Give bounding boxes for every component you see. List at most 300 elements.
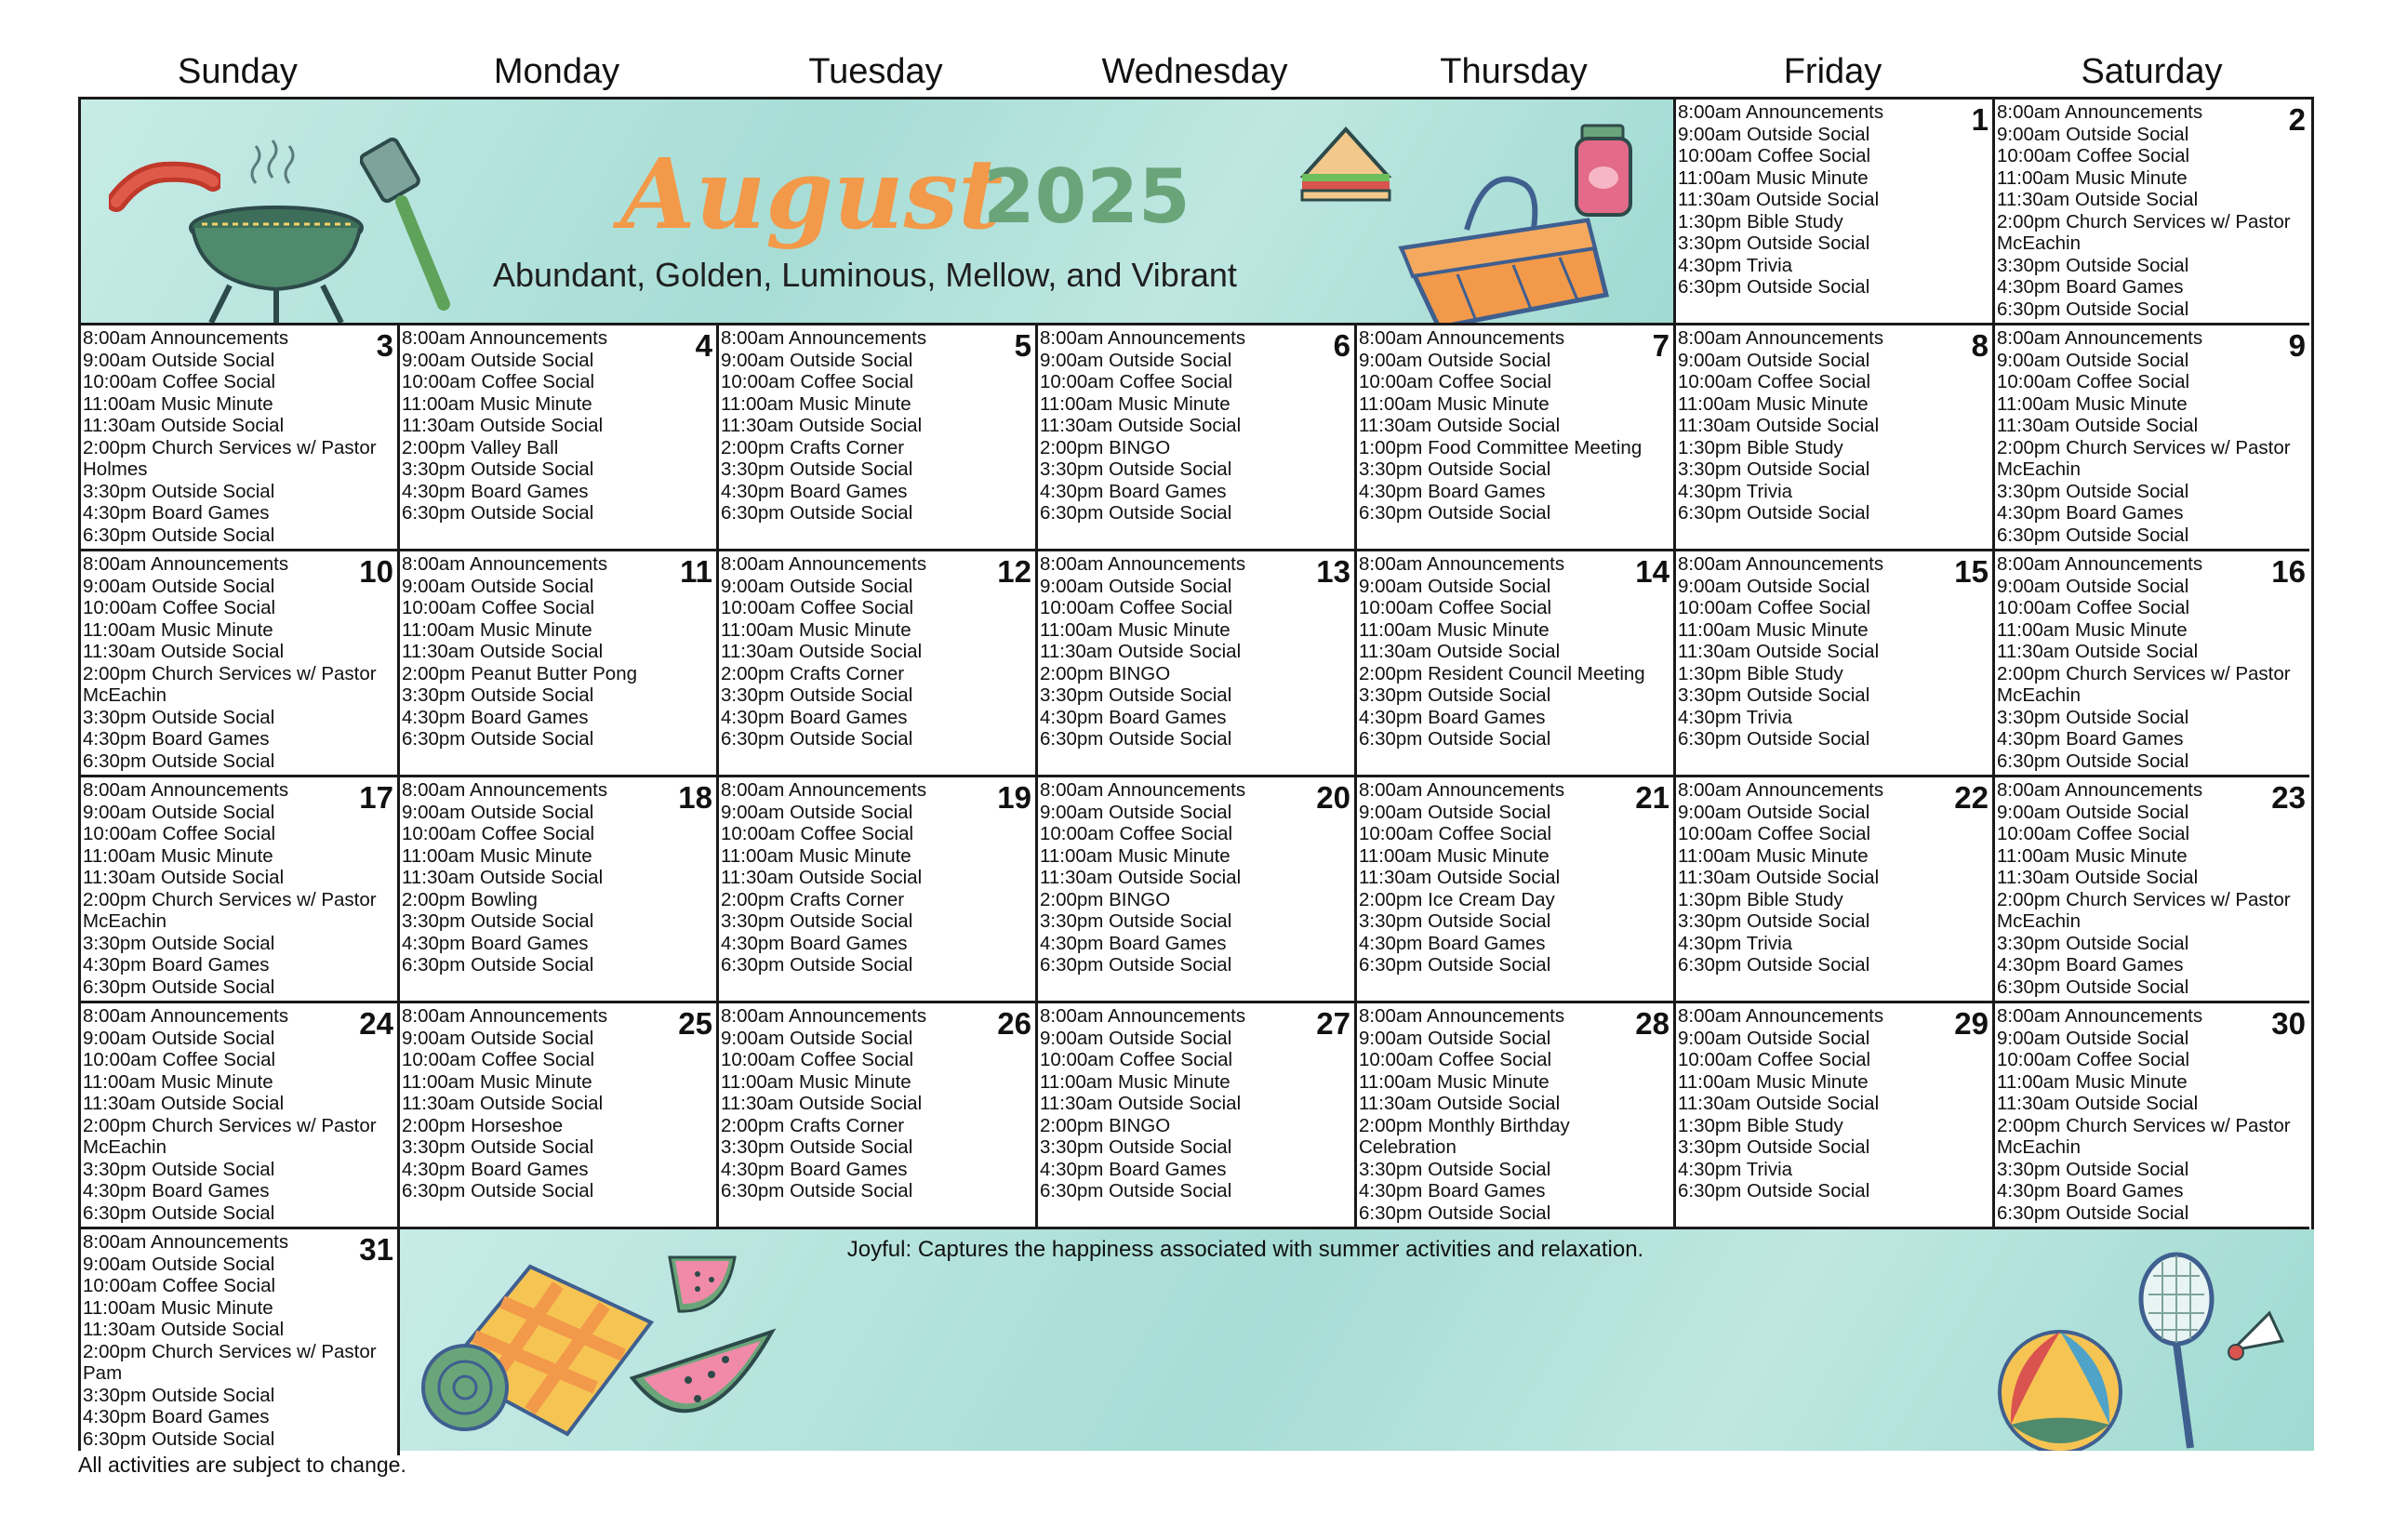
day-cell: [81, 1229, 400, 1455]
event-item: 11:30am Outside Social: [402, 415, 604, 436]
event-item: 9:00am Outside Social: [1997, 349, 2189, 371]
event-item: 11:30am Outside Social: [83, 1319, 285, 1340]
event-item: 11:00am Music Minute: [1678, 392, 1869, 415]
event-item: 11:30am Outside Social: [83, 1093, 285, 1114]
day-number: 27: [1316, 1006, 1350, 1041]
event-item: 11:00am Music Minute: [83, 1296, 273, 1319]
day-number: 25: [678, 1006, 712, 1041]
day-cell: [1357, 325, 1676, 551]
event-item: 11:00am Music Minute: [1678, 618, 1869, 641]
day-number: 23: [2271, 780, 2306, 815]
day-number: 14: [1635, 554, 1669, 589]
event-item: 3:30pm Outside Social: [83, 1384, 275, 1406]
event-item: 6:30pm Outside Social: [1040, 728, 1232, 750]
day-number: 17: [359, 780, 393, 815]
watermelon-icon: [660, 1239, 744, 1322]
day-number: 30: [2271, 1006, 2306, 1041]
day-number: 4: [695, 328, 712, 363]
event-item: 10:00am Coffee Social: [721, 371, 914, 392]
day-cell: [1038, 1003, 1357, 1229]
event-item: 6:30pm Outside Social: [83, 976, 275, 998]
day-cell: [1676, 551, 1995, 777]
event-item: 10:00am Coffee Social: [83, 371, 276, 392]
event-item: 8:00am Announcements: [83, 1231, 289, 1253]
event-item: 4:30pm Board Games: [402, 932, 589, 954]
watermelon-slice-icon: [623, 1322, 781, 1443]
event-item: 11:00am Music Minute: [1997, 166, 2188, 189]
event-item: 2:00pm Crafts Corner: [721, 436, 905, 458]
event-item: 6:30pm Outside Social: [1678, 276, 1870, 298]
day-cell: [1676, 777, 1995, 1003]
event-item: 10:00am Coffee Social: [1359, 823, 1552, 844]
event-item: 11:00am Music Minute: [83, 618, 273, 641]
day-number: 10: [359, 554, 393, 589]
event-item: 8:00am Announcements: [402, 327, 608, 349]
event-item: 11:30am Outside Social: [1678, 1093, 1880, 1114]
event-item: 9:00am Outside Social: [1359, 575, 1551, 597]
event-item: 3:30pm Outside Social: [1997, 932, 2189, 954]
event-item: 2:00pm Church Services w/ Pastor McEachin: [83, 662, 382, 706]
event-item: 3:30pm Outside Social: [83, 706, 275, 728]
event-item: 10:00am Coffee Social: [1040, 1049, 1233, 1070]
event-item: 11:00am Music Minute: [1359, 844, 1550, 867]
jar-icon: [1569, 120, 1643, 222]
day-number: 13: [1316, 554, 1350, 589]
event-item: 11:30am Outside Social: [1678, 641, 1880, 662]
event-item: 11:30am Outside Social: [1997, 867, 2199, 888]
event-item: 6:30pm Outside Social: [1359, 954, 1551, 976]
event-item: 10:00am Coffee Social: [1040, 597, 1233, 618]
event-item: 2:00pm Crafts Corner: [721, 1114, 905, 1136]
event-item: 3:30pm Outside Social: [402, 684, 594, 706]
event-item: 6:30pm Outside Social: [1359, 1201, 1551, 1224]
event-item: 4:30pm Board Games: [1040, 1158, 1227, 1180]
event-item: 9:00am Outside Social: [83, 1027, 275, 1049]
event-item: 3:30pm Outside Social: [721, 458, 913, 480]
event-item: 10:00am Coffee Social: [1997, 1049, 2190, 1070]
event-item: 6:30pm Outside Social: [1997, 524, 2189, 546]
event-item: 11:00am Music Minute: [1678, 166, 1869, 189]
event-item: 8:00am Announcements: [402, 779, 608, 801]
event-item: 8:00am Announcements: [721, 779, 927, 801]
event-item: 11:30am Outside Social: [83, 867, 285, 888]
event-item: 8:00am Announcements: [1997, 327, 2203, 349]
event-item: 11:30am Outside Social: [1040, 415, 1242, 436]
event-item: 11:30am Outside Social: [83, 641, 285, 662]
event-item: 2:00pm BINGO: [1040, 662, 1171, 684]
event-item: 2:00pm Valley Ball: [402, 436, 559, 458]
event-item: 2:00pm Church Services w/ Pastor McEachin: [1997, 436, 2296, 480]
event-item: 4:30pm Board Games: [1997, 276, 2184, 298]
event-item: 11:30am Outside Social: [1678, 189, 1880, 210]
event-item: 6:30pm Outside Social: [402, 728, 594, 750]
event-item: 8:00am Announcements: [1678, 779, 1884, 801]
event-item: 9:00am Outside Social: [402, 349, 594, 371]
event-item: 3:30pm Outside Social: [1040, 684, 1232, 706]
event-item: 11:30am Outside Social: [1997, 189, 2199, 210]
event-item: 4:30pm Board Games: [83, 954, 270, 976]
event-item: 4:30pm Board Games: [83, 502, 270, 524]
event-item: 9:00am Outside Social: [402, 575, 594, 597]
dow-monday: Monday: [493, 52, 620, 91]
event-item: 9:00am Outside Social: [1997, 1027, 2189, 1049]
event-item: 9:00am Outside Social: [721, 801, 913, 823]
event-item: 3:30pm Outside Social: [1359, 684, 1551, 706]
day-cell: [1995, 551, 2309, 777]
day-number: 28: [1635, 1006, 1669, 1041]
event-item: 3:30pm Outside Social: [402, 458, 594, 480]
event-item: 6:30pm Outside Social: [1678, 502, 1870, 524]
event-item: 10:00am Coffee Social: [721, 823, 914, 844]
event-item: 8:00am Announcements: [1359, 1005, 1565, 1027]
event-item: 1:00pm Food Committee Meeting: [1359, 436, 1643, 458]
event-item: 11:30am Outside Social: [721, 1093, 923, 1114]
event-item: 9:00am Outside Social: [1040, 1027, 1232, 1049]
event-item: 10:00am Coffee Social: [83, 823, 276, 844]
event-item: 11:30am Outside Social: [1359, 867, 1561, 888]
event-item: 11:00am Music Minute: [402, 1070, 592, 1093]
event-item: 10:00am Coffee Social: [1997, 371, 2190, 392]
event-item: 3:30pm Outside Social: [1678, 910, 1870, 932]
event-item: 4:30pm Board Games: [721, 480, 908, 502]
event-item: 10:00am Coffee Social: [1997, 823, 2190, 844]
event-item: 11:00am Music Minute: [83, 1070, 273, 1093]
event-item: 8:00am Announcements: [1040, 779, 1246, 801]
event-item: 3:30pm Outside Social: [721, 1136, 913, 1158]
event-item: 10:00am Coffee Social: [1678, 371, 1871, 392]
event-item: 11:30am Outside Social: [1997, 415, 2199, 436]
event-item: 9:00am Outside Social: [1678, 801, 1870, 823]
event-item: 8:00am Announcements: [1997, 101, 2203, 123]
event-item: 2:00pm BINGO: [1040, 1114, 1171, 1136]
event-item: 9:00am Outside Social: [83, 575, 275, 597]
event-item: 6:30pm Outside Social: [1678, 1180, 1870, 1201]
event-item: 3:30pm Outside Social: [402, 910, 594, 932]
event-item: 3:30pm Outside Social: [721, 684, 913, 706]
day-cell: [1676, 325, 1995, 551]
event-item: 9:00am Outside Social: [1997, 575, 2189, 597]
day-number: 22: [1954, 780, 1989, 815]
event-item: 11:00am Music Minute: [1678, 1070, 1869, 1093]
event-item: 11:00am Music Minute: [1678, 844, 1869, 867]
event-item: 10:00am Coffee Social: [402, 597, 595, 618]
event-item: 4:30pm Trivia: [1678, 932, 1793, 954]
event-item: 8:00am Announcements: [1997, 1005, 2203, 1027]
day-number: 20: [1316, 780, 1350, 815]
header-year: 2025: [983, 153, 1190, 240]
event-item: 9:00am Outside Social: [83, 349, 275, 371]
event-item: 3:30pm Outside Social: [1997, 480, 2189, 502]
event-item: 8:00am Announcements: [1678, 1005, 1884, 1027]
event-item: 2:00pm Church Services w/ Pastor McEachin: [1997, 888, 2296, 932]
event-item: 10:00am Coffee Social: [83, 1275, 276, 1296]
event-item: 9:00am Outside Social: [1359, 1027, 1551, 1049]
event-item: 9:00am Outside Social: [1040, 801, 1232, 823]
event-item: 10:00am Coffee Social: [1678, 597, 1871, 618]
event-item: 3:30pm Outside Social: [1040, 910, 1232, 932]
event-item: 2:00pm Crafts Corner: [721, 888, 905, 910]
day-number: 19: [997, 780, 1031, 815]
event-item: 3:30pm Outside Social: [1359, 1158, 1551, 1180]
beach-ball-icon: [1990, 1322, 2130, 1451]
header-subtitle: Abundant, Golden, Luminous, Mellow, and Vibrant: [493, 256, 1237, 294]
event-item: 2:00pm Church Services w/ Pastor McEachin: [1997, 1114, 2296, 1158]
event-item: 6:30pm Outside Social: [721, 728, 913, 750]
event-item: 4:30pm Board Games: [1359, 932, 1546, 954]
footnote: All activities are subject to change.: [78, 1453, 406, 1477]
day-cell: [1357, 1003, 1676, 1229]
shuttlecock-icon: [2223, 1304, 2288, 1369]
event-item: 4:30pm Board Games: [1997, 502, 2184, 524]
day-cell: [1995, 325, 2309, 551]
event-item: 10:00am Coffee Social: [83, 1049, 276, 1070]
event-item: 2:00pm BINGO: [1040, 888, 1171, 910]
event-item: 11:30am Outside Social: [1040, 641, 1242, 662]
dow-wednesday: Wednesday: [1101, 52, 1288, 91]
day-cell: [1995, 100, 2309, 325]
event-item: 8:00am Announcements: [1997, 779, 2203, 801]
event-item: 6:30pm Outside Social: [402, 502, 594, 524]
dow-thursday: Thursday: [1440, 52, 1588, 91]
event-item: 3:30pm Outside Social: [1997, 1158, 2189, 1180]
event-item: 2:00pm Church Services w/ Pastor McEachin: [1997, 662, 2296, 706]
event-item: 11:30am Outside Social: [721, 415, 923, 436]
event-item: 11:30am Outside Social: [1040, 1093, 1242, 1114]
event-item: 2:00pm Peanut Butter Pong: [402, 662, 638, 684]
event-item: 3:30pm Outside Social: [721, 910, 913, 932]
event-item: 9:00am Outside Social: [721, 349, 913, 371]
dow-tuesday: Tuesday: [808, 52, 943, 91]
event-item: 4:30pm Board Games: [1040, 706, 1227, 728]
day-number: 9: [2288, 328, 2306, 363]
event-item: 6:30pm Outside Social: [402, 1180, 594, 1201]
event-item: 2:00pm Crafts Corner: [721, 662, 905, 684]
event-item: 11:30am Outside Social: [1359, 641, 1561, 662]
day-cell: [719, 551, 1038, 777]
header-month: August: [620, 137, 1004, 251]
day-cell: [719, 1003, 1038, 1229]
event-item: 9:00am Outside Social: [1678, 575, 1870, 597]
event-item: 4:30pm Trivia: [1678, 254, 1793, 276]
event-item: 6:30pm Outside Social: [1678, 728, 1870, 750]
event-item: 1:30pm Bible Study: [1678, 888, 1843, 910]
event-item: 4:30pm Trivia: [1678, 480, 1793, 502]
event-item: 11:00am Music Minute: [1040, 1070, 1230, 1093]
day-cell: [1357, 777, 1676, 1003]
event-item: 11:30am Outside Social: [1678, 415, 1880, 436]
event-item: 10:00am Coffee Social: [1678, 823, 1871, 844]
event-item: 10:00am Coffee Social: [402, 823, 595, 844]
event-item: 6:30pm Outside Social: [1997, 298, 2189, 320]
event-item: 11:30am Outside Social: [721, 641, 923, 662]
event-item: 4:30pm Board Games: [1040, 480, 1227, 502]
event-item: 4:30pm Board Games: [83, 1406, 270, 1427]
event-item: 3:30pm Outside Social: [402, 1136, 594, 1158]
event-item: 4:30pm Board Games: [1040, 932, 1227, 954]
day-number: 29: [1954, 1006, 1989, 1041]
event-item: 10:00am Coffee Social: [402, 371, 595, 392]
event-item: 2:00pm Resident Council Meeting: [1359, 662, 1645, 684]
event-item: 11:00am Music Minute: [721, 1070, 911, 1093]
event-item: 4:30pm Trivia: [1678, 1158, 1793, 1180]
day-cell: [400, 325, 719, 551]
day-number: 2: [2288, 102, 2306, 137]
day-number: 7: [1652, 328, 1669, 363]
day-number: 26: [997, 1006, 1031, 1041]
event-item: 4:30pm Board Games: [83, 1180, 270, 1201]
header-banner: [81, 100, 1676, 325]
event-item: 11:00am Music Minute: [402, 844, 592, 867]
event-item: 1:30pm Bible Study: [1678, 210, 1843, 232]
event-item: 9:00am Outside Social: [83, 801, 275, 823]
event-item: 4:30pm Board Games: [402, 1158, 589, 1180]
event-item: 9:00am Outside Social: [1359, 801, 1551, 823]
event-item: 8:00am Announcements: [1997, 553, 2203, 575]
event-item: 8:00am Announcements: [83, 327, 289, 349]
event-item: 3:30pm Outside Social: [1359, 458, 1551, 480]
event-item: 6:30pm Outside Social: [83, 1427, 275, 1450]
event-item: 6:30pm Outside Social: [1997, 1201, 2189, 1224]
event-item: 4:30pm Board Games: [721, 1158, 908, 1180]
event-item: 9:00am Outside Social: [1997, 123, 2189, 145]
event-item: 10:00am Coffee Social: [402, 1049, 595, 1070]
event-item: 9:00am Outside Social: [721, 1027, 913, 1049]
event-item: 2:00pm Church Services w/ Pastor McEachin: [83, 888, 382, 932]
event-item: 11:00am Music Minute: [1359, 1070, 1550, 1093]
event-item: 6:30pm Outside Social: [1359, 728, 1551, 750]
spatula-icon: [360, 137, 462, 313]
day-number: 8: [1971, 328, 1989, 363]
day-number: 24: [359, 1006, 393, 1041]
event-item: 11:00am Music Minute: [1040, 618, 1230, 641]
event-item: 6:30pm Outside Social: [1359, 502, 1551, 524]
event-item: 6:30pm Outside Social: [721, 502, 913, 524]
day-number: 21: [1635, 780, 1669, 815]
day-cell: [719, 325, 1038, 551]
event-item: 3:30pm Outside Social: [83, 932, 275, 954]
event-item: 11:30am Outside Social: [1359, 1093, 1561, 1114]
event-item: 8:00am Announcements: [83, 779, 289, 801]
event-item: 4:30pm Board Games: [1997, 728, 2184, 750]
event-item: 2:00pm Church Services w/ Pastor Pam: [83, 1340, 382, 1384]
event-item: 3:30pm Outside Social: [1997, 254, 2189, 276]
day-cell: [1676, 100, 1995, 325]
event-item: 11:00am Music Minute: [721, 618, 911, 641]
dow-friday: Friday: [1783, 52, 1882, 91]
event-item: 3:30pm Outside Social: [1678, 1136, 1870, 1158]
event-item: 4:30pm Board Games: [1359, 480, 1546, 502]
day-cell: [1038, 551, 1357, 777]
event-item: 9:00am Outside Social: [1678, 1027, 1870, 1049]
event-item: 11:30am Outside Social: [1040, 867, 1242, 888]
day-cell: [400, 551, 719, 777]
event-item: 11:30am Outside Social: [721, 867, 923, 888]
event-item: 4:30pm Board Games: [721, 932, 908, 954]
event-item: 11:00am Music Minute: [1359, 392, 1550, 415]
day-cell: [81, 325, 400, 551]
event-item: 11:00am Music Minute: [1040, 392, 1230, 415]
day-cell: [1357, 551, 1676, 777]
event-item: 2:00pm Church Services w/ Pastor McEachin: [83, 1114, 382, 1158]
event-item: 10:00am Coffee Social: [1997, 597, 2190, 618]
footer-banner-text: Joyful: Captures the happiness associated with summer activities and relaxation.: [846, 1237, 1644, 1262]
event-item: 4:30pm Trivia: [1678, 706, 1793, 728]
day-number: 12: [997, 554, 1031, 589]
event-item: 11:30am Outside Social: [1997, 641, 2199, 662]
event-item: 6:30pm Outside Social: [1997, 750, 2189, 772]
day-cell: [81, 1003, 400, 1229]
event-item: 11:00am Music Minute: [1997, 1070, 2188, 1093]
event-item: 11:00am Music Minute: [402, 618, 592, 641]
event-item: 10:00am Coffee Social: [721, 1049, 914, 1070]
badminton-racket-icon: [2125, 1248, 2228, 1451]
event-item: 11:00am Music Minute: [1997, 844, 2188, 867]
event-item: 8:00am Announcements: [83, 553, 289, 575]
event-item: 4:30pm Board Games: [1997, 1180, 2184, 1201]
dow-saturday: Saturday: [2081, 52, 2223, 91]
day-number: 15: [1954, 554, 1989, 589]
event-item: 6:30pm Outside Social: [83, 524, 275, 546]
event-item: 8:00am Announcements: [402, 553, 608, 575]
event-item: 8:00am Announcements: [83, 1005, 289, 1027]
event-item: 11:00am Music Minute: [83, 392, 273, 415]
event-item: 9:00am Outside Social: [402, 1027, 594, 1049]
event-item: 2:00pm Bowling: [402, 888, 538, 910]
day-cell: [1038, 777, 1357, 1003]
event-item: 10:00am Coffee Social: [1359, 1049, 1552, 1070]
day-number: 5: [1014, 328, 1031, 363]
event-item: 8:00am Announcements: [1678, 553, 1884, 575]
dow-sunday: Sunday: [178, 52, 298, 91]
event-item: 11:30am Outside Social: [402, 867, 604, 888]
day-cell: [400, 1003, 719, 1229]
day-number: 11: [680, 554, 712, 589]
event-item: 10:00am Coffee Social: [1678, 1049, 1871, 1070]
event-item: 11:30am Outside Social: [1997, 1093, 2199, 1114]
event-item: 9:00am Outside Social: [1040, 349, 1232, 371]
event-item: 11:30am Outside Social: [1359, 415, 1561, 436]
event-item: 11:30am Outside Social: [402, 641, 604, 662]
event-item: 3:30pm Outside Social: [1678, 232, 1870, 254]
event-item: 6:30pm Outside Social: [83, 1201, 275, 1224]
event-item: 1:30pm Bible Study: [1678, 436, 1843, 458]
event-item: 10:00am Coffee Social: [721, 597, 914, 618]
event-item: 8:00am Announcements: [721, 1005, 927, 1027]
day-cell: [81, 551, 400, 777]
event-item: 4:30pm Board Games: [1359, 1180, 1546, 1201]
event-item: 10:00am Coffee Social: [1040, 371, 1233, 392]
event-item: 8:00am Announcements: [721, 553, 927, 575]
event-item: 8:00am Announcements: [1359, 779, 1565, 801]
day-number: 16: [2271, 554, 2306, 589]
day-cell: [1995, 777, 2309, 1003]
event-item: 6:30pm Outside Social: [1040, 502, 1232, 524]
event-item: 4:30pm Board Games: [402, 706, 589, 728]
day-cell: [719, 777, 1038, 1003]
event-item: 8:00am Announcements: [1678, 327, 1884, 349]
event-item: 9:00am Outside Social: [1997, 801, 2189, 823]
event-item: 1:30pm Bible Study: [1678, 662, 1843, 684]
event-item: 3:30pm Outside Social: [83, 480, 275, 502]
event-item: 11:30am Outside Social: [83, 415, 285, 436]
event-item: 3:30pm Outside Social: [1678, 684, 1870, 706]
event-item: 11:30am Outside Social: [1678, 867, 1880, 888]
day-number: 6: [1333, 328, 1350, 363]
event-item: 10:00am Coffee Social: [1040, 823, 1233, 844]
event-item: 6:30pm Outside Social: [1040, 1180, 1232, 1201]
event-item: 4:30pm Board Games: [402, 480, 589, 502]
event-item: 3:30pm Outside Social: [1040, 1136, 1232, 1158]
